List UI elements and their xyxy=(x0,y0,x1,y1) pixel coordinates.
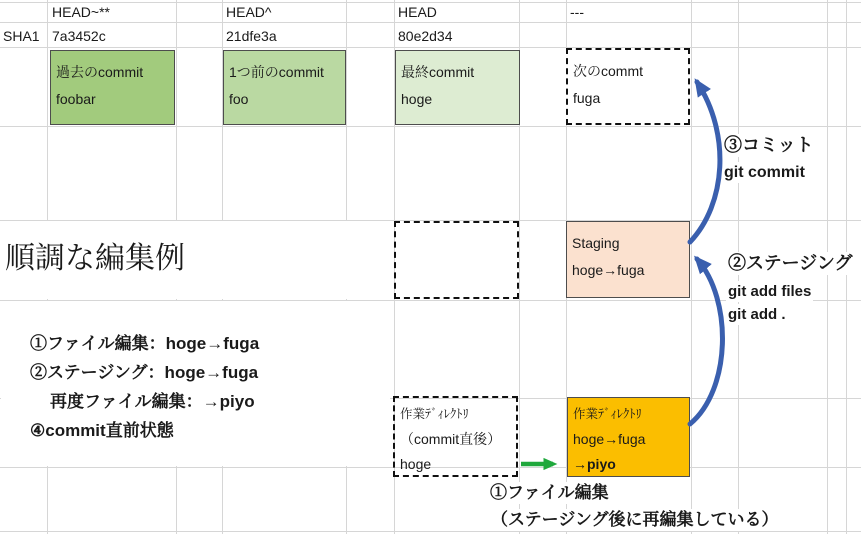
staging-annotation-label: ②ステージング xyxy=(728,253,853,273)
next-commit-dashed-box[interactable] xyxy=(566,48,690,125)
past-commit-line2: foobar xyxy=(56,91,96,107)
empty-dashed-box[interactable] xyxy=(394,221,519,299)
file-edit-annotation-note: （ステージング後に再編集している） xyxy=(491,510,779,529)
commit-arrow[interactable] xyxy=(690,82,720,242)
last-commit-line2: hoge xyxy=(401,91,433,107)
staging-box[interactable] xyxy=(566,221,690,298)
working-dir-current-box[interactable] xyxy=(567,397,690,477)
prev-commit-line1: 1つ前のcommit xyxy=(229,64,324,80)
page-title: 順調な編集例 xyxy=(3,237,187,281)
sha1-row-label[interactable]: SHA1 xyxy=(3,28,40,44)
working-after-line2: （commit直後） xyxy=(400,431,502,447)
staging-annotation-cmd2: git add . xyxy=(728,306,786,323)
staging-line1: Staging xyxy=(572,235,620,251)
working-dir-after-commit-box[interactable] xyxy=(393,396,518,477)
commit-annotation-label: ③コミット xyxy=(724,135,814,155)
grid-line xyxy=(0,47,861,48)
working-current-line1: 作業ﾃﾞｨﾚｸﾄﾘ xyxy=(573,407,642,421)
column-header-head2[interactable]: HEAD~** xyxy=(52,4,110,20)
last-commit-line1: 最終commit xyxy=(401,64,475,80)
step-2b-text: 再度ファイル編集：→piyo xyxy=(50,392,255,411)
step-4-text: ④commit直前状態 xyxy=(30,421,174,440)
sha-head-cell[interactable]: 80e2d34 xyxy=(398,28,453,44)
column-header-head[interactable]: HEAD xyxy=(398,4,437,20)
grid-line xyxy=(0,531,861,532)
column-header-next[interactable]: --- xyxy=(570,4,584,20)
step-2-text: ②ステージング：hoge→fuga xyxy=(30,363,259,382)
sha-past-cell[interactable]: 7a3452c xyxy=(52,28,106,44)
step-1-text: ①ファイル編集：hoge→fuga xyxy=(30,334,260,353)
file-edit-annotation-label: ①ファイル編集 xyxy=(490,483,609,502)
grid-line xyxy=(0,126,861,127)
commit-annotation-cmd: git commit xyxy=(724,164,805,181)
prev-commit-box[interactable] xyxy=(223,50,346,125)
working-after-line1: 作業ﾃﾞｨﾚｸﾄﾘ xyxy=(400,407,469,421)
staging-arrow[interactable] xyxy=(690,259,722,424)
sha-prev-cell[interactable]: 21dfe3a xyxy=(226,28,277,44)
past-commit-box[interactable] xyxy=(50,50,175,125)
column-header-head1[interactable]: HEAD^ xyxy=(226,4,272,20)
staging-annotation-cmd1: git add files xyxy=(728,283,812,300)
working-after-line3: hoge xyxy=(400,456,432,472)
next-commit-line2: fuga xyxy=(573,90,601,106)
next-commit-line1: 次のcommt xyxy=(573,63,643,79)
grid-line xyxy=(0,22,861,23)
prev-commit-line2: foo xyxy=(229,91,249,107)
working-current-line2: hoge→fuga xyxy=(573,431,646,447)
past-commit-line1: 過去のcommit xyxy=(56,64,144,80)
working-current-line3: →piyo xyxy=(573,456,616,472)
grid-line xyxy=(691,0,692,534)
last-commit-box[interactable] xyxy=(395,50,520,125)
staging-line2: hoge→fuga xyxy=(572,262,645,278)
